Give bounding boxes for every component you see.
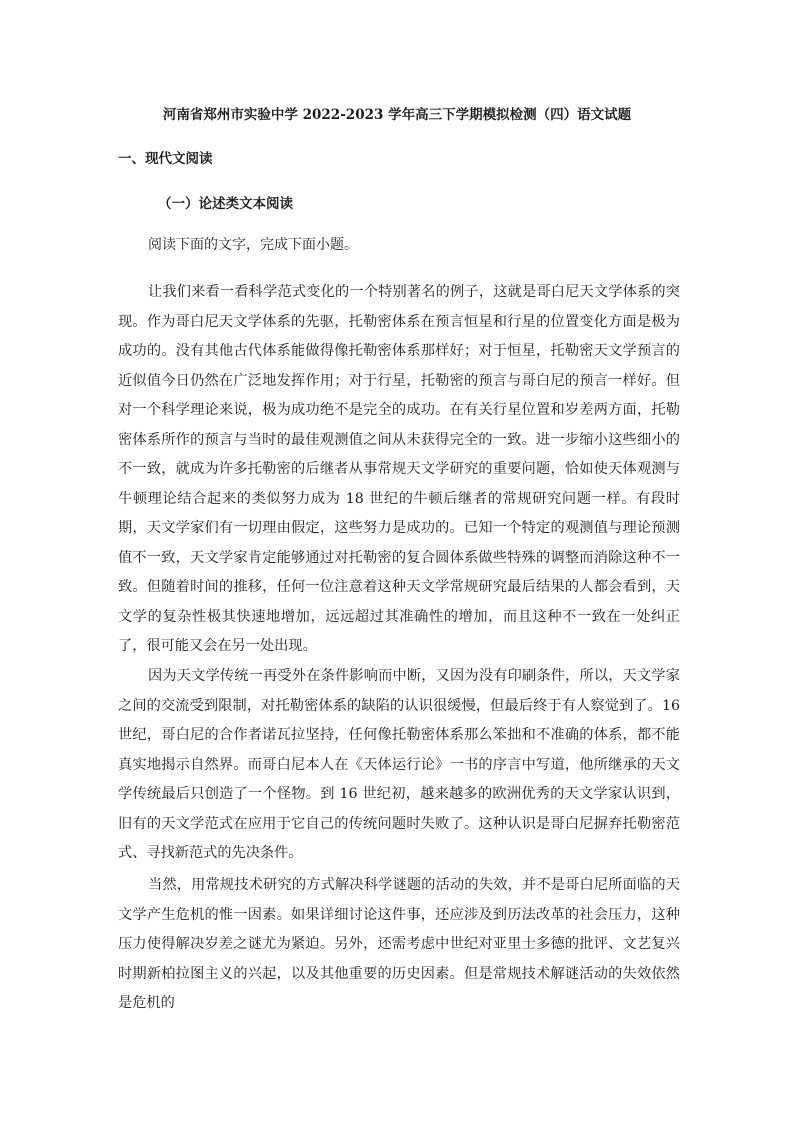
- document-title: 河南省郑州市实验中学 2022-2023 学年高三下学期模拟检测（四）语文试题: [162, 107, 632, 123]
- subsection-heading: （一）论述类文本阅读: [158, 196, 293, 212]
- reading-instruction: 阅读下面的文字，完成下面小题。: [148, 237, 358, 253]
- paragraph-2: 因为天文学传统一再受外在条件影响而中断，又因为没有印刷条件，所以，天文学家之间的交流受到限制，对托勒密体系的缺陷的认识很缓慢，但最后终于有人察觉到了。16 世纪，哥白尼的合作者诺瓦拉坚持，任何像托勒密体系那么笨拙和不准确的体系，都不能真实地揭示自然界。而哥白尼本人在《天体运行论》一书的序言中写道，他所继承的天文学传统最后只创造了一个怪物。到 16 世纪初，越来越多的欧洲优秀的天文学家认识到，旧有的天文学范式在应用于它自己的传统问题时失败了。这种认识是哥白尼摒弃托勒密范式、寻找新范式的先决条件。: [118, 668, 680, 861]
- paragraph-3: 当然，用常规技术研究的方式解决科学谜题的活动的失效，并不是哥白尼所面临的天文学产生危机的惟一因素。如果详细讨论这件事，还应涉及到历法改革的社会压力，这种压力使得解决岁差之谜尤为紧迫。另外，还需考虑中世纪对亚里士多德的批评、文艺复兴时期新柏拉图主义的兴起，以及其他重要的历史因素。但是常规技术解谜活动的失效依然是危机的: [118, 877, 680, 1011]
- section-heading: 一、现代文阅读: [118, 151, 213, 167]
- paragraph-1: 让我们来看一看科学范式变化的一个特别著名的例子，这就是哥白尼天文学体系的突现。作为哥白尼天文学体系的先驱，托勒密体系在预言恒星和行星的位置变化方面是极为成功的。没有其他古代体系能做得像托勒密体系那样好；对于恒星，托勒密天文学预言的近似值今日仍然在广泛地发挥作用；对于行星，托勒密的预言与哥白尼的预言一样好。但对一个科学理论来说，极为成功绝不是完全的成功。在有关行星位置和岁差两方面，托勒密体系所作的预言与当时的最佳观测值之间从未获得完全的一致。进一步缩小这些细小的不一致，就成为许多托勒密的后继者从事常规天文学研究的重要问题，恰如使天体观测与牛顿理论结合起来的类似努力成为 18 世纪的牛顿后继者的常规研究问题一样。有段时期，天文学家们有一切理由假定，这些努力是成功的。已知一个特定的观测值与理论预测值不一致，天文学家肯定能够通过对托勒密的复合圆体系做些特殊的调整而消除这种不一致。但随着时间的推移，任何一位注意着这种天文学常规研究最后结果的人都会看到，天文学的复杂性极其快速地增加，远远超过其准确性的增加，而且这种不一致在一处纠正了，很可能又会在另一处出现。: [118, 284, 680, 654]
